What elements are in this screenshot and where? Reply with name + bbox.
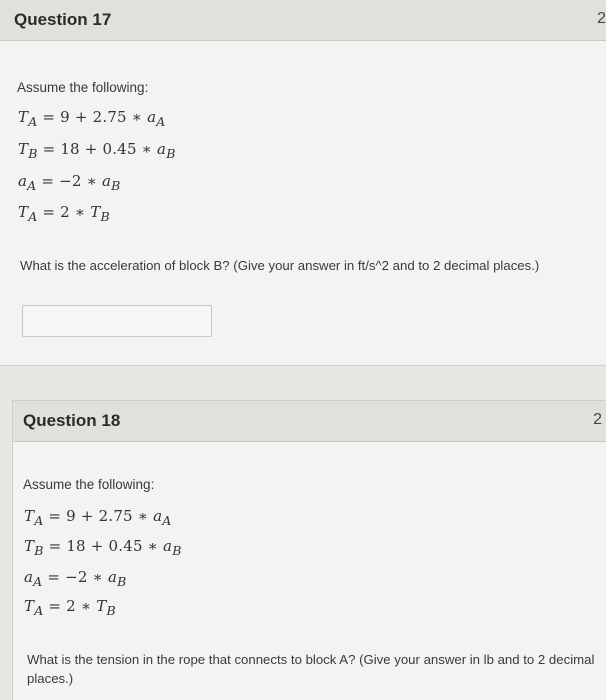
- equation-tb: $T_B = 18 + 0.45$ ∗ $a_B$: [24, 537, 182, 558]
- assume-text: Assume the following:: [17, 80, 149, 95]
- prompt-line-2: places.): [27, 671, 74, 686]
- equation-ta-tb: $T_A = 2$ ∗ $T_B$: [18, 203, 110, 224]
- equation-ta-tb: $T_A = 2$ ∗ $T_B$: [24, 597, 116, 618]
- question-18-header: [13, 401, 606, 442]
- question-points: 2: [597, 10, 606, 27]
- question-title: Question 18: [23, 411, 121, 430]
- equation-ta: $T_A = 9 + 2.75$ ∗ $a_A$: [18, 108, 166, 129]
- answer-input[interactable]: [22, 305, 212, 337]
- assume-text: Assume the following:: [23, 477, 155, 492]
- question-18-panel: [12, 400, 606, 700]
- equation-aa: $a_A = -2$ ∗ $a_B$: [18, 172, 121, 193]
- question-prompt: [27, 650, 606, 688]
- question-points: 2: [593, 411, 602, 428]
- question-17-header: [0, 0, 606, 41]
- prompt-line-1: What is the tension in the rope that connects to block A? (Give your answer in lb and to 2 decimal: [27, 652, 595, 667]
- equation-tb: $T_B = 18 + 0.45$ ∗ $a_B$: [18, 140, 176, 161]
- equation-ta: $T_A = 9 + 2.75$ ∗ $a_A$: [24, 507, 172, 528]
- equation-aa: $a_A = -2$ ∗ $a_B$: [24, 568, 127, 589]
- question-title: Question 17: [14, 10, 112, 29]
- question-prompt: What is the acceleration of block B? (Give your answer in ft/s^2 and to 2 decimal places.): [20, 258, 540, 273]
